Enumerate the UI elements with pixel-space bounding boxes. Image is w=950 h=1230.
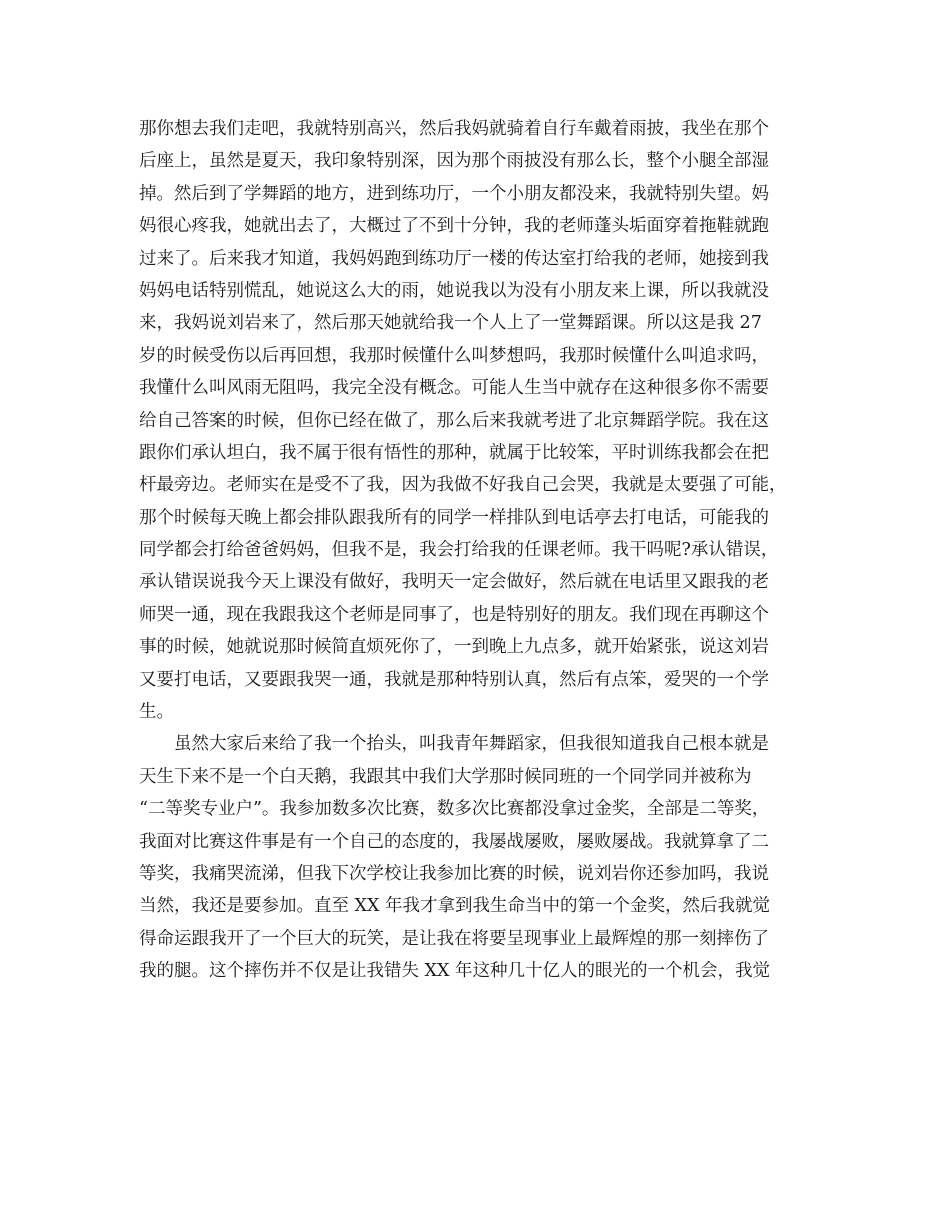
- text-line: 我的腿。这个摔伤并不仅是让我错失 XX 年这种几十亿人的眼光的一个机会，我觉: [139, 961, 771, 982]
- text-line: 岁的时候受伤以后再回想，我那时候懂什么叫梦想吗，我那时候懂什么叫追求吗，: [139, 345, 769, 366]
- text-line: 妈很心疼我，她就出去了，大概过了不到十分钟，我的老师蓬头垢面穿着拖鞋就跑: [139, 216, 769, 237]
- text-line: 那你想去我们走吧，我就特别高兴，然后我妈就骑着自行车戴着雨披，我坐在那个: [139, 119, 769, 139]
- text-line: 那个时候每天晚上都会排队跟我所有的同学一样排队到电话亭去打电话，可能我的: [139, 507, 769, 528]
- text-line: 杆最旁边。老师实在是受不了我，因为我做不好我自己会哭，我就是太要强了可能，: [139, 475, 787, 496]
- text-line: 师哭一通，现在我跟我这个老师是同事了，也是特别好的朋友。我们现在再聊这个: [139, 604, 769, 625]
- text-line: 等奖，我痛哭流涕，但我下次学校让我参加比赛的时候，说刘岩你还参加吗，我说: [139, 863, 769, 884]
- text-line: 过来了。后来我才知道，我妈妈跑到练功厅一楼的传达室打给我的老师，她接到我: [139, 248, 769, 269]
- text-line: 同学都会打给爸爸妈妈，但我不是，我会打给我的任课老师。我干吗呢?承认错误，: [139, 540, 779, 561]
- document-body: [139, 113, 829, 988]
- paragraph-2: [139, 728, 829, 987]
- text-line: 当然，我还是要参加。直至 XX 年我才拿到我生命当中的第一个金奖，然后我就觉: [139, 896, 771, 917]
- text-line: 我懂什么叫风雨无阻吗，我完全没有概念。可能人生当中就存在这种很多你不需要: [139, 378, 769, 399]
- text-line: 承认错误说我今天上课没有做好，我明天一定会做好，然后就在电话里又跟我的老: [139, 572, 769, 593]
- text-line: 妈妈电话特别慌乱，她说这么大的雨，她说我以为没有小朋友来上课，所以我就没: [139, 280, 769, 301]
- text-line: 天生下来不是一个白天鹅，我跟其中我们大学那时候同班的一个同学同并被称为: [139, 766, 752, 787]
- text-line: 又要打电话，又要跟我哭一通，我就是那种特别认真，然后有点笨，爱哭的一个学: [139, 669, 769, 690]
- text-line: 给自己答案的时候，但你已经在做了，那么后来我就考进了北京舞蹈学院。我在这: [139, 410, 769, 431]
- text-line: 生。: [139, 702, 174, 723]
- text-line: 来，我妈说刘岩来了，然后那天她就给我一个人上了一堂舞蹈课。所以这是我 27: [139, 313, 762, 334]
- text-line: 得命运跟我开了一个巨大的玩笑，是让我在将要呈现事业上最辉煌的那一刻摔伤了: [139, 928, 769, 949]
- text-line: “二等奖专业户”。我参加数多次比赛，数多次比赛都没拿过金奖，全部是二等奖，: [139, 799, 770, 820]
- text-line: 虽然大家后来给了我一个抬头，叫我青年舞蹈家，但我很知道我自己根本就是: [174, 734, 769, 755]
- text-line: 后座上，虽然是夏天，我印象特别深，因为那个雨披没有那么长，整个小腿全部湿: [139, 151, 769, 172]
- text-line: 我面对比赛这件事是有一个自己的态度的，我屡战屡败，屡败屡战。我就算拿了二: [139, 831, 769, 852]
- text-line: 事的时候，她就说那时候简直烦死你了，一到晚上九点多，就开始紧张，说这刘岩: [139, 637, 769, 658]
- text-line: 跟你们承认坦白，我不属于很有悟性的那种，就属于比较笨，平时训练我都会在把: [139, 442, 769, 463]
- paragraph-1: [139, 113, 829, 728]
- text-line: 掉。然后到了学舞蹈的地方，进到练功厅，一个小朋友都没来，我就特别失望。妈: [139, 183, 769, 204]
